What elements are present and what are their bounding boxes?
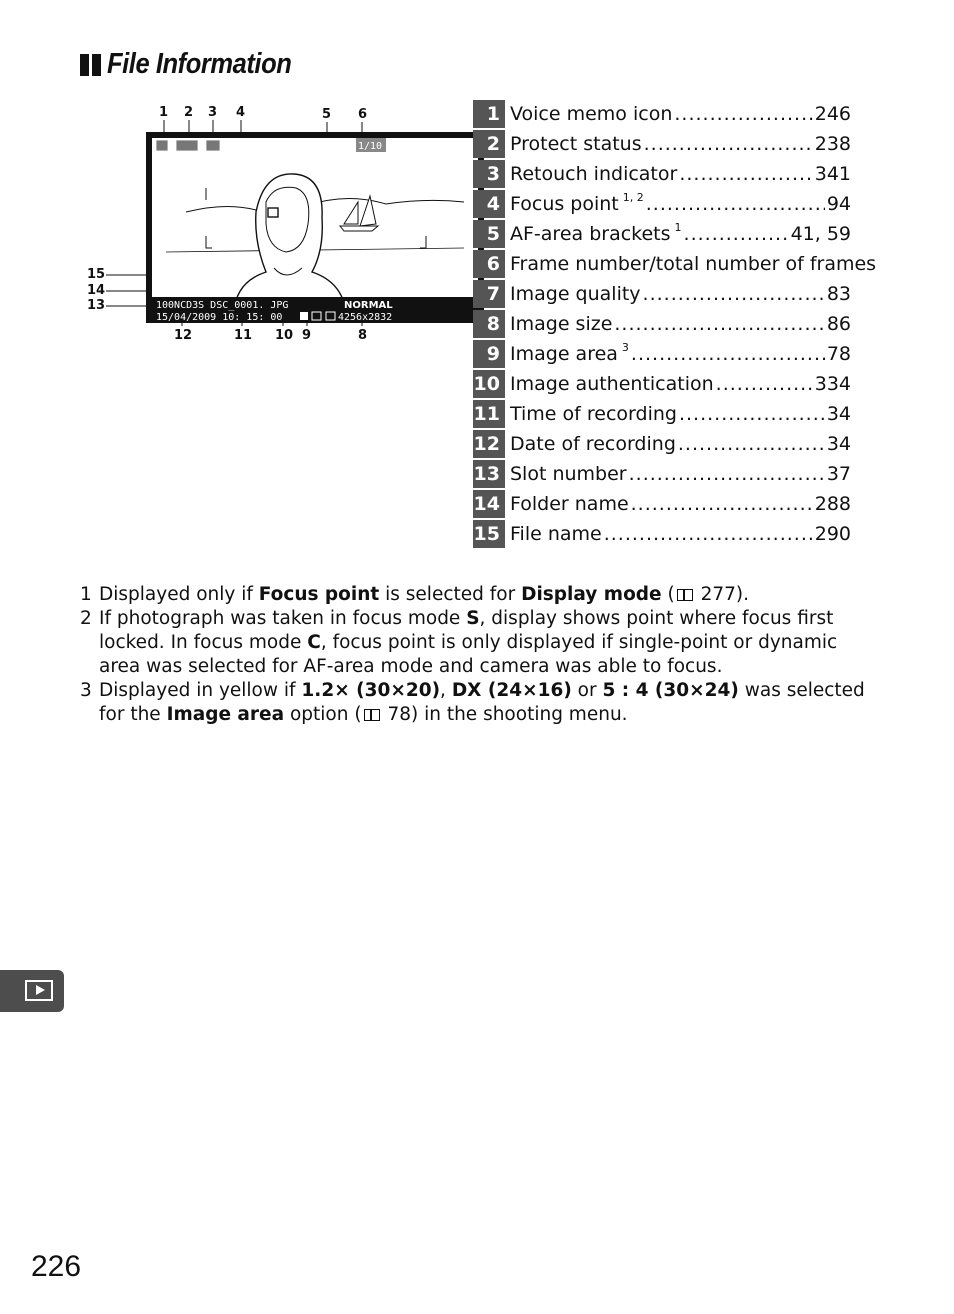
protect-icon [176,140,198,151]
retouch-icon [206,140,220,151]
list-item: 1 Voice memo icon ..... 246 [473,100,851,128]
callout-3: 3 [208,105,218,120]
list-item: 10 Image authentication ..... 334 [473,370,851,398]
list-item: 15 File name ..... 290 [473,520,851,548]
book-reference-icon [677,589,693,601]
playback-section-tab [0,970,64,1012]
callout-13: 13 [87,298,106,313]
footnote-3: 3 Displayed in yellow if 1.2× (30×20), DX (24×16) or 5 : 4 (30×24) was selected for the Image area option ( 78) in the shooting menu. [80,680,865,725]
callout-14: 14 [87,283,106,298]
list-item: 13 Slot number ..... 37 [473,460,851,488]
callout-legend [473,100,877,550]
list-item: 12 Date of recording ..... 34 [473,430,851,458]
section-title: File Information [107,48,292,80]
image-size-text: 4256x2832 [338,312,393,323]
callout-1: 1 [159,105,169,120]
list-item: 9 Image area $^3$ ..... 78 [473,340,851,368]
frame-counter-text: 1/10 [358,141,383,152]
footnotes [80,583,880,727]
footnote-2: 2 If photograph was taken in focus mode S, display shows point where focus first locked. In focus mode C, focus point is only displayed if single-point or dynamic area was selected for AF-area mode and camera was able to focus. [80,608,838,677]
voice-memo-icon [156,140,168,151]
callout-2: 2 [184,105,194,120]
book-reference-icon [364,709,380,721]
callout-11: 11 [234,328,253,343]
callout-5: 5 [322,107,332,122]
list-item: 4 Focus point $^{1, 2}$ ..... 94 [473,190,851,218]
date-time-text: 15/04/2009 10: 15: 00 [156,312,283,323]
list-item: 11 Time of recording ..... 34 [473,400,851,428]
folder-file-text: 100NCD3S DSC_0001. JPG [156,300,289,311]
list-item: 7 Image quality ..... 83 [473,280,851,308]
quality-text: NORMAL [344,300,393,311]
display-diagram [80,100,460,350]
page-number: 226 [31,1250,82,1283]
playback-icon [25,980,53,1001]
list-item: 2 Protect status ..... 238 [473,130,851,158]
list-item: 8 Image size ..... 86 [473,310,851,338]
camera-screen [146,132,484,323]
callout-4: 4 [236,105,246,120]
list-item: 14 Folder name ..... 288 [473,490,851,518]
callout-15: 15 [87,267,106,282]
callout-8: 8 [358,328,368,343]
list-item: 3 Retouch indicator ..... 341 [473,160,851,188]
list-item: 6 Frame number/total number of frames [473,250,851,278]
list-item: 5 AF-area brackets $^1$ ..... 41, 59 [473,220,851,248]
photo-illustration [146,132,484,323]
callout-12: 12 [174,328,193,343]
callout-6: 6 [358,107,368,122]
footnote-1: 1 Displayed only if Focus point is selected for Display mode ( 277). [80,584,749,605]
section-heading [80,48,317,81]
callout-9: 9 [302,328,312,343]
section-marker-icon [80,54,101,76]
callout-10: 10 [275,328,294,343]
